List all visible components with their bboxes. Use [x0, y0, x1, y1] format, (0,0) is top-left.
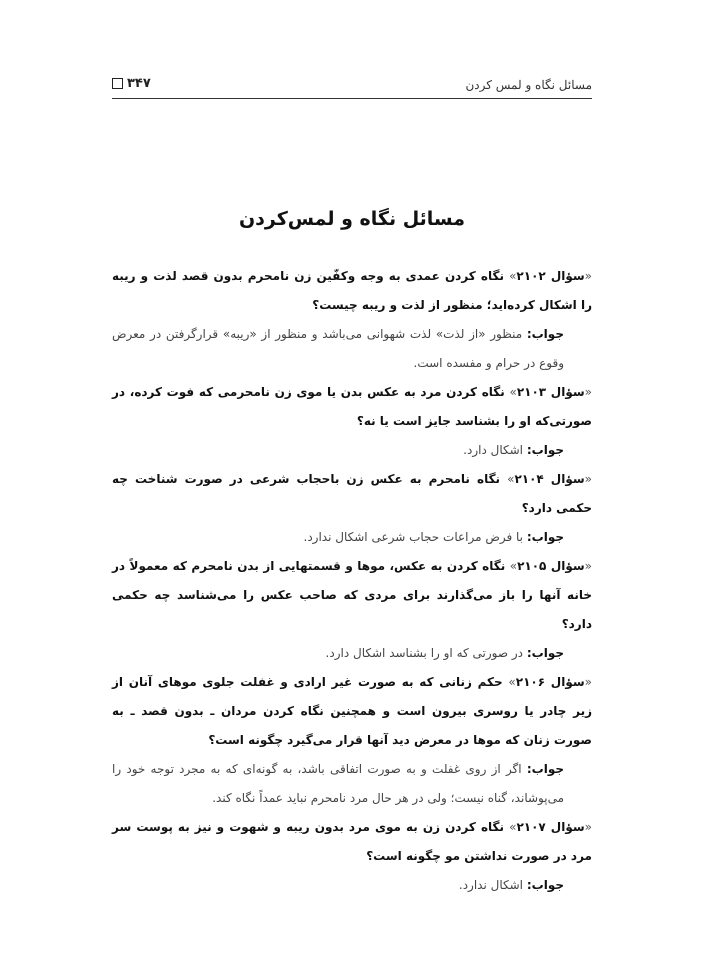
answer-2105: [112, 639, 592, 668]
answer-2103: [112, 436, 592, 465]
answer-text: اگر از روی غفلت و به صورت اتفاقی باشد، به گونه‌ای که به مجرد توجه خود را می‌پوشاند، گناه نیست؛ ولی در هر حال مرد نامحرم نباید عمداً نگاه کند.: [112, 762, 564, 805]
chapter-title: مسائل نگاه و لمس‌کردن: [238, 208, 466, 230]
question-label: سؤال ۲۱۰۲: [516, 269, 585, 283]
question-label: سؤال ۲۱۰۵: [517, 559, 585, 573]
question-label: سؤال ۲۱۰۴: [514, 472, 585, 486]
answer-2104: [112, 523, 592, 552]
page-number: ۳۴۷: [127, 76, 151, 91]
question-label: سؤال ۲۱۰۳: [516, 385, 585, 399]
question-2104: [112, 465, 592, 523]
answer-text: منظور «از لذت» لذت شهوانی می‌باشد و منظور از «ریبه» قرارگرفتن در معرض وقوع در حرام و مفسده است.: [112, 327, 564, 370]
answer-2107: [112, 871, 592, 900]
answer-label: جواب:: [526, 530, 564, 544]
running-title: مسائل نگاه و لمس کردن: [465, 78, 592, 92]
answer-text: اشکال ندارد.: [458, 878, 524, 892]
close-quote-mark: »: [507, 472, 515, 486]
open-quote-mark: «: [584, 269, 593, 283]
answer-text: در صورتی که او را بشناسد اشکال دارد.: [325, 646, 524, 660]
qa-section: [112, 262, 592, 900]
question-text: نگاه کردن مرد به عکس بدن یا موی زن نامحرمی که فوت کرده، در صورتی‌که او را بشناسد جایز است یا نه؟: [112, 385, 592, 428]
answer-2102: [112, 320, 592, 378]
open-quote-mark: «: [584, 559, 593, 573]
answer-2106: [112, 755, 592, 813]
question-text: نگاه کردن به عکس، موها و قسمتهایی از بدن نامحرم که معمولاً در خانه آنها را باز می‌گذارند برای مردی که صاحب عکس را می‌شناسد چه حکمی دارد؟: [112, 559, 592, 631]
answer-label: جواب:: [526, 762, 564, 776]
open-quote-mark: «: [584, 675, 593, 689]
question-2106: [112, 668, 592, 755]
answer-text: اشکال دارد.: [463, 443, 524, 457]
answer-text: با فرض مراعات حجاب شرعی اشکال ندارد.: [303, 530, 524, 544]
question-2103: [112, 378, 592, 436]
answer-label: جواب:: [526, 327, 564, 341]
open-quote-mark: «: [584, 820, 592, 834]
answer-label: جواب:: [526, 443, 564, 457]
question-text: حکم زنانی که به صورت غیر ارادی و غفلت جلوی موهای آنان از زیر چادر یا روسری بیرون است و همچنین نگاه کردن مردان ـ بدون قصد ـ به صورت زنان که موها در معرض دید آنها قرار می‌گیرد چگونه است؟: [112, 675, 592, 747]
open-quote-mark: «: [584, 472, 592, 486]
question-text: نگاه نامحرم به عکس زن باحجاب شرعی در صورت شناخت چه حکمی دارد؟: [112, 472, 592, 515]
question-label: سؤال ۲۱۰۷: [516, 820, 585, 834]
question-text: نگاه کردن عمدی به وجه وکفّین زن نامحرم بدون قصد لذت و ریبه را اشکال کرده‌اید؛ منظور از لذت و ریبه چیست؟: [112, 269, 592, 312]
header-divider: [112, 98, 592, 99]
question-2105: [112, 552, 592, 639]
close-quote-mark: »: [508, 675, 516, 689]
close-quote-mark: »: [509, 269, 517, 283]
answer-label: جواب:: [526, 878, 564, 892]
square-icon: [112, 78, 123, 89]
close-quote-mark: »: [509, 559, 518, 573]
question-2102: [112, 262, 592, 320]
close-quote-mark: »: [509, 820, 517, 834]
running-header: [112, 76, 592, 98]
page-number-group: [112, 76, 151, 91]
close-quote-mark: »: [509, 385, 517, 399]
question-text: نگاه کردن زن به موی مرد بدون ریبه و شهوت و نیز به پوست سر مرد در صورت نداشتن مو چگونه است؟: [112, 820, 592, 863]
open-quote-mark: «: [584, 385, 592, 399]
answer-label: جواب:: [526, 646, 564, 660]
question-label: سؤال ۲۱۰۶: [515, 675, 585, 689]
question-2107: [112, 813, 592, 871]
